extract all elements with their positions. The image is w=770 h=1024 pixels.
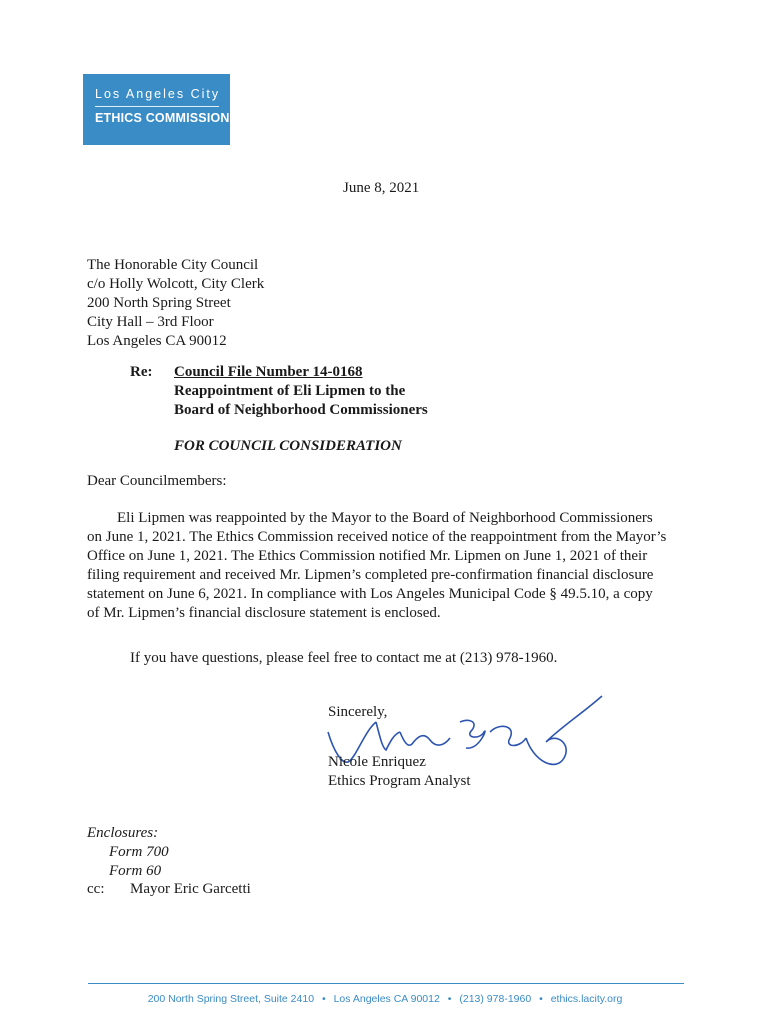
recipient-line: Los Angeles CA 90012 — [87, 333, 227, 349]
body-line: on June 1, 2021. The Ethics Commission received notice of the reappointment from the Mayor’s — [87, 529, 667, 545]
body-line: statement on June 6, 2021. In compliance with Los Angeles Municipal Code § 49.5.10, a copy — [87, 586, 653, 602]
footer-contact — [0, 993, 770, 1005]
bullet-icon: • — [321, 993, 326, 1005]
enclosures-label: Enclosures: — [87, 825, 159, 841]
bullet-icon: • — [447, 993, 452, 1005]
recipient-line: City Hall – 3rd Floor — [87, 314, 214, 330]
for-council-consideration: FOR COUNCIL CONSIDERATION — [174, 438, 402, 454]
recipient-line: c/o Holly Wolcott, City Clerk — [87, 276, 265, 292]
re-subject-line: Board of Neighborhood Commissioners — [174, 402, 428, 418]
footer-address: 200 North Spring Street, Suite 2410 — [147, 993, 315, 1005]
re-subject — [174, 363, 428, 420]
bullet-icon: • — [539, 993, 543, 1005]
letter-date: June 8, 2021 — [343, 180, 420, 196]
body-line: filing requirement and received Mr. Lipmen’s completed pre-confirmation financial disclosure — [87, 567, 654, 583]
body-line: Eli Lipmen was reappointed by the Mayor to the Board of Neighborhood Commissioners — [87, 510, 653, 526]
contact-sentence: If you have questions, please feel free to contact me at (213) 978-1960. — [130, 650, 558, 666]
logo-org-line1: Los Angeles City — [95, 87, 221, 101]
re-subject-line: Reappointment of Eli Lipmen to the — [174, 383, 406, 399]
salutation: Dear Councilmembers: — [87, 473, 227, 489]
footer-divider — [88, 983, 684, 984]
footer-phone: (213) 978-1960 — [459, 993, 532, 1005]
signer-title: Ethics Program Analyst — [328, 773, 471, 789]
recipient-line: 200 North Spring Street — [87, 295, 231, 311]
re-label: Re: — [130, 364, 153, 380]
body-line: of Mr. Lipmen’s financial disclosure statement is enclosed. — [87, 605, 441, 621]
enclosure-item: Form 700 — [109, 844, 169, 860]
ethics-commission-logo — [83, 74, 230, 145]
cc-recipient: Mayor Eric Garcetti — [130, 881, 251, 897]
cc-label: cc: — [87, 881, 105, 897]
recipient-line: The Honorable City Council — [87, 257, 259, 273]
footer-website[interactable]: ethics.lacity.org — [550, 993, 623, 1005]
logo-org-line2: ETHICS COMMISSION — [95, 111, 230, 125]
footer-city: Los Angeles CA 90012 — [333, 993, 440, 1005]
signer-name: Nicole Enriquez — [328, 754, 426, 770]
recipient-address — [87, 256, 264, 351]
enclosure-item: Form 60 — [109, 863, 162, 879]
enclosures — [87, 824, 169, 881]
body-paragraph — [87, 509, 687, 623]
council-file-number: Council File Number 14-0168 — [174, 364, 363, 380]
closing: Sincerely, — [328, 704, 388, 720]
body-line: Office on June 1, 2021. The Ethics Commission notified Mr. Lipmen on June 1, 2021 of their — [87, 548, 648, 564]
logo-divider — [95, 106, 219, 107]
